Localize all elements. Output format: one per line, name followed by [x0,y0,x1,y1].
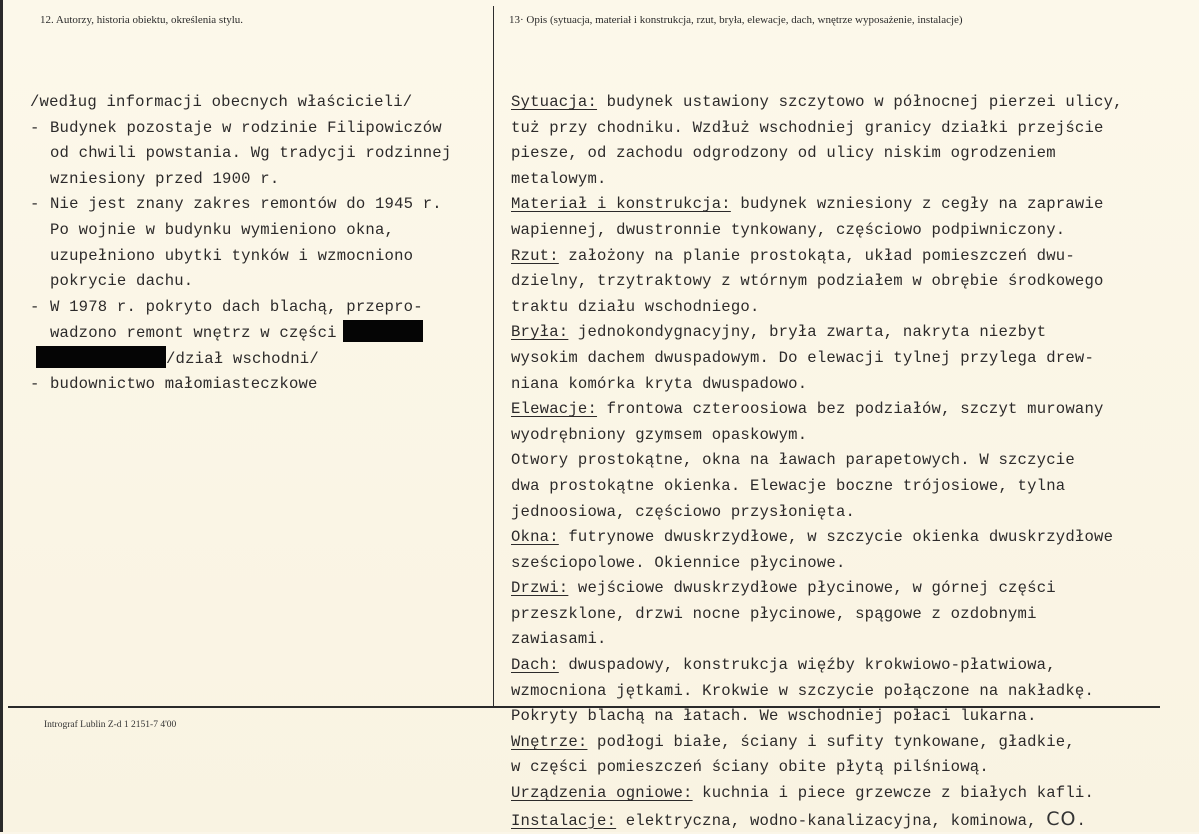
history-line: /według informacji obecnych właścicieli/ [30,93,413,111]
history-line [30,372,485,398]
history-line [30,320,485,346]
description-column [511,90,1161,832]
description-line [511,730,1161,756]
heading-material: Materiał i konstrukcja: [511,195,731,214]
heading-fire-devices: Urządzenia ogniowe: [511,784,693,803]
description-text: jednokondygnacyjny, bryła zwarta, nakryta niezbyt [568,323,1047,342]
description-text: podłogi białe, ściany i sufity tynkowane, gładkie, [587,732,1075,751]
heading-massing: Bryła: [511,323,569,342]
history-text: Budynek pozostaje w rodzinie Filipowiczów [50,118,442,137]
description-text: budynek ustawiony szczytowo w północnej pierzei ulicy, [597,93,1123,111]
bullet: - [30,118,40,137]
description-text: kuchnia i piece grzewcze z białych kafli. [692,784,1095,803]
description-line: Otwory prostokątne, okna na ławach parapetowych. W szczycie [511,451,1075,470]
column-divider [493,6,494,706]
handwritten-co: CO [1046,807,1077,830]
bullet: - [30,297,40,316]
description-line: w części pomieszczeń ściany obite płytą pilśniową. [511,758,989,777]
redaction-block [36,346,166,368]
description-line: jednoosiowa, częściowo przysłonięta. [511,502,856,521]
bullet: - [30,195,40,214]
description-line: wzmocniona jętkami. Krokwie w szczycie połączone na nakładkę. [511,681,1095,700]
history-line [30,192,485,218]
description-line [511,576,1161,602]
description-line [511,192,1161,218]
description-text: założony na planie prostokąta, układ pomieszczeń dwu- [558,246,1075,265]
description-line: metalowym. [511,169,607,188]
history-column [30,90,485,397]
history-text: Nie jest znany zakres remontów do 1945 r. [50,195,442,214]
description-line [511,397,1161,423]
description-line: niana komórka kryta dwuspadowo. [511,374,808,393]
history-line: pokrycie dachu. [50,272,194,291]
description-line [511,244,1161,270]
history-line: od chwili powstania. Wg tradycji rodzinnej [50,144,452,163]
description-line [511,320,1161,346]
description-line: dwa prostokątne okienka. Elewacje boczne trójosiowe, tylna [511,476,1066,495]
description-text: wejściowe dwuskrzydłowe płycinowe, w górnej części [568,579,1056,598]
description-text: budynek wzniesiony z cegły na zaprawie [730,195,1104,214]
description-line: piesze, od zachodu odgrodzony od ulicy niskim ogrodzeniem [511,144,1056,163]
description-text: dwuspadowy, konstrukcja więźby krokwiowo-płatwiowa, [558,656,1056,675]
history-line: uzupełniono ubytki tynków i wzmocniono [50,246,414,265]
section-12-header: 12. Autorzy, historia obiektu, określenia stylu. [40,14,244,26]
bullet: - [30,374,40,393]
description-line: przeszklone, drzwi nocne płycinowe, spągowe z ozdobnymi [511,604,1037,623]
history-line: Po wojnie w budynku wymieniono okna, [50,220,395,239]
description-text: futrynowe dwuskrzydłowe, w szczycie okienka dwuskrzydłowe [558,528,1114,547]
description-line: wysokim dachem dwuspadowym. Do elewacji tylnej przylega drew- [511,348,1095,367]
description-line: sześciopolowe. Okiennice płycinowe. [511,553,846,572]
history-text: /dział wschodni/ [166,349,319,368]
heading-elevations: Elewacje: [511,400,598,419]
heading-situation: Sytuacja: [511,93,598,111]
heading-installations: Instalacje: [511,811,617,830]
description-text: . [1076,811,1087,830]
description-text: frontowa czteroosiowa bez podziałów, szczyt murowany [597,400,1104,419]
description-line [511,653,1161,679]
scan-edge [0,0,3,832]
heading-roof: Dach: [511,656,559,675]
heading-interior: Wnętrze: [511,732,588,751]
heading-windows: Okna: [511,528,559,547]
section-13-header: 13· Opis (sytuacja, materiał i konstrukcja, rzut, bryła, elewacje, dach, wnętrze wyposażenie, instalacje) [509,14,963,26]
history-text: W 1978 r. pokryto dach blachą, przepro- [50,297,423,316]
description-line [511,90,1161,116]
description-line: dzielny, trzytraktowy z wtórnym podziałem w obrębie środkowego [511,272,1104,291]
history-line [30,346,485,372]
description-line [511,781,1161,807]
description-line: Pokryty blachą na łatach. We wschodniej połaci lukarna. [511,707,1037,726]
history-text: budownictwo małomiasteczkowe [50,374,318,393]
description-line: wyodrębniony gzymsem opaskowym. [511,425,808,444]
description-text: elektryczna, wodno-kanalizacyjna, kominowa, [616,811,1037,830]
description-line: tuż przy chodniku. Wzdłuż wschodniej granicy działki przejście [511,118,1104,137]
description-line: traktu działu wschodniego. [511,297,760,316]
heading-plan: Rzut: [511,246,559,265]
description-line: wapiennej, dwustronnie tynkowany, częściowo podpiwniczony. [511,220,1066,239]
history-line [30,295,485,321]
description-line [511,807,1161,833]
history-line: wzniesiony przed 1900 r. [50,169,280,188]
description-line [511,525,1161,551]
printer-imprint: Intrograf Lublin Z-d 1 2151-7 4'00 [44,720,177,730]
redaction-block [343,320,423,342]
history-line [30,116,485,142]
history-text: wadzono remont wnętrz w części [50,324,337,343]
heading-doors: Drzwi: [511,579,569,598]
description-line: zawiasami. [511,630,607,649]
